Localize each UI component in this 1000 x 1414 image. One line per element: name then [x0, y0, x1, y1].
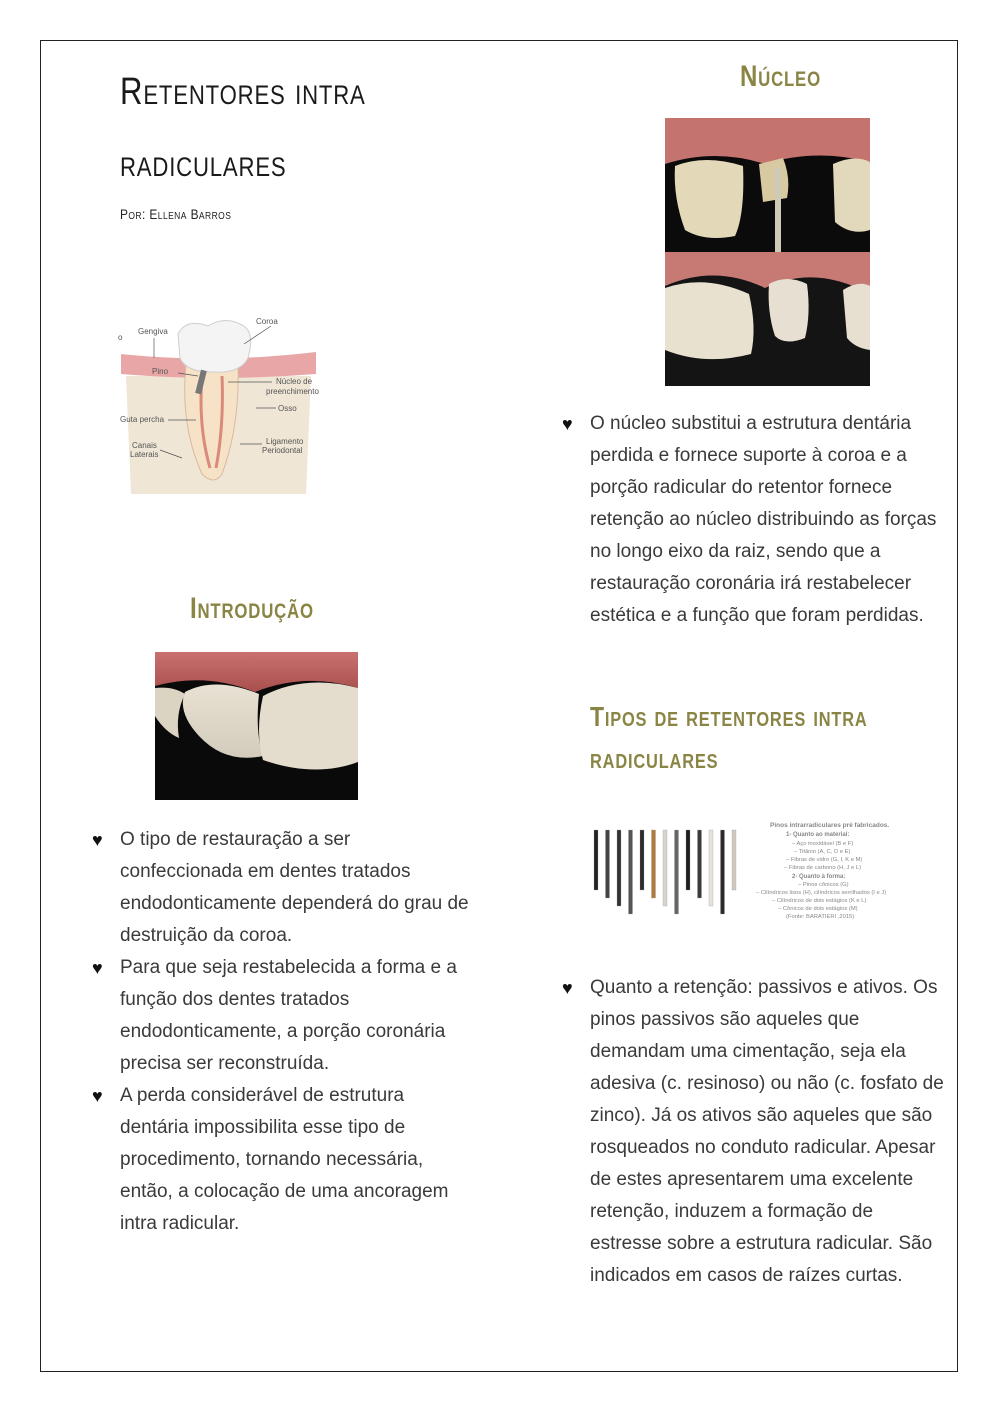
prefabricated-post — [675, 830, 679, 914]
introducao-list — [92, 824, 472, 1240]
label-gengiva: Gengiva — [138, 327, 168, 336]
caption-l2: – Titânio (A, C, D e E) — [794, 849, 851, 855]
caption-l6: – Cilíndricos lisos (H), cilíndricos serrilhados (I e J) — [756, 890, 887, 896]
heart-bullet-icon: ♥ — [562, 978, 573, 998]
label-edge: o — [118, 333, 123, 342]
prefabricated-post — [721, 830, 725, 914]
post-core-clinical-photo — [665, 118, 870, 386]
list-item: ♥ Para que seja restabelecida a forma e a função dos dentes tratados endodonticamente, a porção coronária precisa ser reconstruída. — [92, 952, 472, 1080]
heart-bullet-icon: ♥ — [92, 830, 103, 850]
list-item: ♥ A perda considerável de estrutura dentária impossibilita esse tipo de procedimento, tornando necessária, então, a colocação de uma ancoragem intra radicular. — [92, 1080, 472, 1240]
prefabricated-post — [686, 830, 690, 890]
list-item: ♥ O núcleo substitui a estrutura dentária perdida e fornece suporte à coroa e a porção radicular do retentor fornece retenção ao núcleo distribuindo as forças no longo eixo da raiz, sendo que a restauração coronária irá restabelecer estética e a função que foram perdidas. — [562, 408, 946, 632]
nucleo-list — [562, 408, 946, 632]
caption-l3: – Fibras de vidro (G, I, K e M) — [786, 857, 863, 863]
caption-s1: 1- Quanto ao material: — [786, 832, 850, 838]
prefabricated-posts-photo — [588, 816, 906, 926]
list-item: ♥ O tipo de restauração a ser confeccionada em dentes tratados endodonticamente dependerá do grau de destruição da coroa. — [92, 824, 472, 952]
prefabricated-post — [709, 830, 713, 906]
fractured-tooth-photo — [155, 652, 358, 800]
caption-s2: 2- Quanto à forma: — [792, 874, 846, 880]
label-guta: Guta percha — [120, 415, 165, 424]
heart-bullet-icon: ♥ — [92, 958, 103, 978]
prefabricated-post — [594, 830, 598, 890]
caption-l7: – Cilíndricos de dois estágios (K e L) — [772, 898, 867, 904]
tooth-anatomy-diagram — [116, 316, 320, 494]
prefabricated-post — [640, 830, 644, 890]
prefabricated-post — [629, 830, 633, 914]
heart-bullet-icon: ♥ — [562, 414, 573, 434]
heading-introducao: Introdução — [190, 592, 314, 625]
document-title: Retentores intra radiculares — [120, 71, 366, 185]
label-pino: Pino — [152, 367, 169, 376]
label-nucleo-2: preenchimento — [266, 387, 319, 396]
label-coroa: Coroa — [256, 317, 278, 326]
prefabricated-post — [652, 830, 656, 898]
label-canais-2: Laterais — [130, 450, 159, 459]
label-osso: Osso — [278, 404, 297, 413]
heading-tipos-retentores: Tipos de retentores intra radiculares — [590, 701, 868, 774]
caption-l5: – Pinos cônicos (G) — [798, 882, 849, 888]
retencao-list — [562, 972, 946, 1292]
list-item: ♥ Quanto a retenção: passivos e ativos. Os pinos passivos são aqueles que demandam uma cimentação, seja ela adesiva (c. resinoso) ou não (c. fosfato de zinco). Já os ativos são aqueles que são rosqueados no conduto radicular. Apesar de estes apresentarem uma excelente retenção, induzem a formação de estresse sobre a estrutura radicular. São indicados em casos de raízes curtas. — [562, 972, 946, 1292]
caption-l8: – Cônicos de dois estágios (M) — [778, 906, 858, 912]
heart-bullet-icon: ♥ — [92, 1086, 103, 1106]
prefabricated-post — [663, 830, 667, 906]
prefabricated-post — [617, 830, 621, 906]
heading-nucleo: Núcleo — [740, 60, 821, 93]
label-ligamento-1: Ligamento — [266, 437, 304, 446]
caption-source: (Fonte: BARATIERI ,2015) — [786, 914, 855, 920]
label-ligamento-2: Periodontal — [262, 446, 303, 455]
prefabricated-post — [698, 830, 702, 898]
caption-title: Pinos intrarradiculares pré fabricados. — [770, 822, 890, 829]
label-canais-1: Canais — [132, 441, 157, 450]
label-nucleo-1: Núcleo de — [276, 377, 313, 386]
prefabricated-post — [606, 830, 610, 898]
caption-l1: – Aço inoxidável (B e F) — [792, 841, 854, 847]
prefabricated-post — [732, 830, 736, 890]
author-byline: Por: Ellena Barros — [120, 206, 232, 222]
caption-l4: – Fibras de carbono (H, J e L) — [784, 865, 862, 871]
